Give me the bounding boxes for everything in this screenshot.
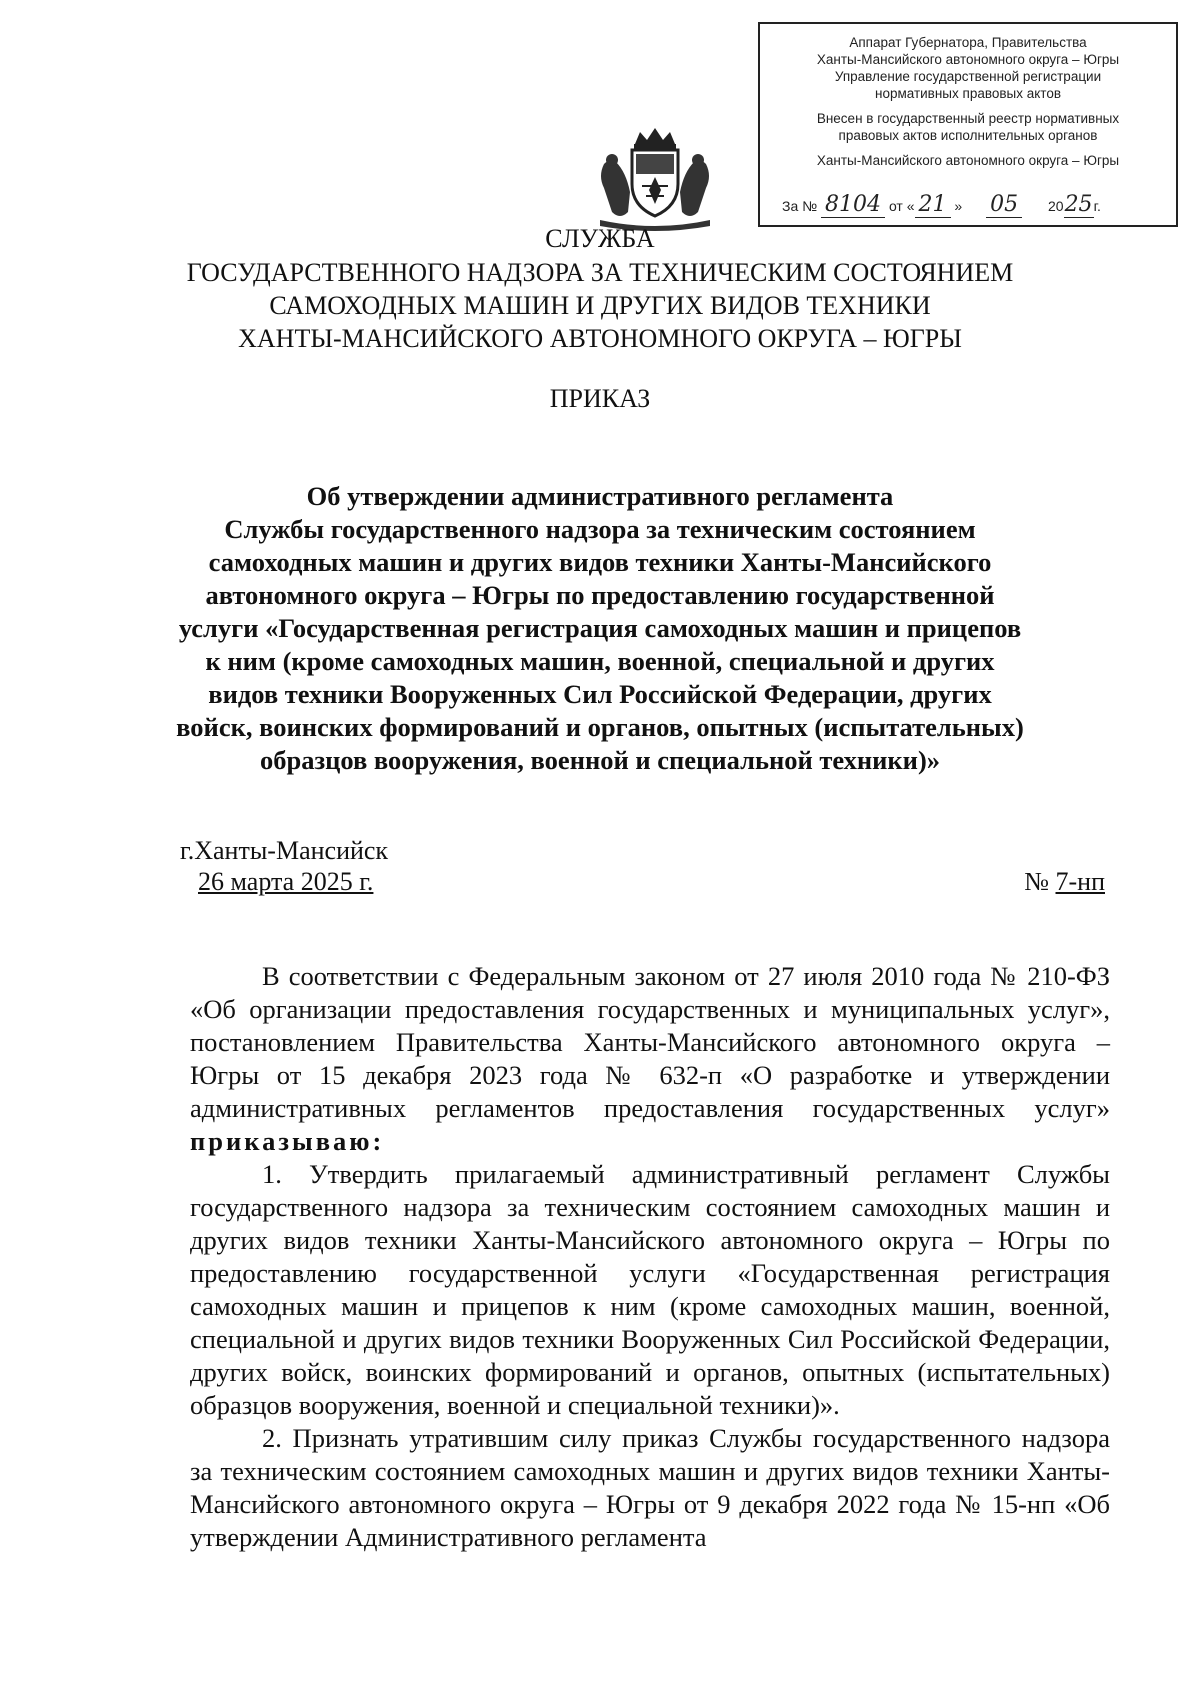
stamp-registration-number [782,192,1162,218]
stamp-line: Аппарат Губернатора, Правительства [849,35,1087,50]
number-label: № [1024,867,1049,896]
title-line: образцов вооружения, военной и специальной техники)» [259,745,941,775]
title-line: самоходных машин и других видов техники Ханты-Мансийского [208,547,992,577]
stamp-line: Ханты-Мансийского автономного округа – Югры [816,52,1120,67]
document-number [1024,867,1105,897]
title-line: войск, воинских формирований и органов, опытных (испытательных) [176,712,1024,742]
title-line: к ним (кроме самоходных машин, военной, специальной и других [205,646,995,676]
stamp-reg-number: 8104 [821,192,885,218]
stamp-line: правовых актов исполнительных органов [838,128,1098,143]
body-paragraph-intro [190,960,1110,1158]
body-paragraph-item2: 2. Признать утратившим силу приказ Службы государственного надзора за техническим состоянием самоходных машин и других видов техники Ханты-Мансийского автономного округа – Югры от 9 декабря 2022 года № 15-нп «Об утверждении Административного регламента [190,1423,1110,1552]
document-body [190,960,1110,1554]
org-name-line1: СЛУЖБА [545,224,655,253]
stamp-day: 21 [915,192,951,218]
stamp-year-end: г. [1093,198,1101,214]
stamp-line: нормативных правовых актов [874,86,1062,101]
document-title [0,480,1200,777]
org-name-line3: САМОХОДНЫХ МАШИН И ДРУГИХ ВИДОВ ТЕХНИКИ [269,291,931,320]
body-paragraph-item1: 1. Утвердить прилагаемый административный регламент Службы государственного надзора за техническим состоянием самоходных машин и других видов техники Ханты-Мансийского автономного округа – Югры по предоставлению государственной услуги «Государственная регистрация самоходных машин и прицепов к ним (кроме самоходных машин, военной, специальной и других видов техники Вооруженных Сил Российской Федерации, других войск, воинских формирований и органов, опытных (испытательных) образцов вооружения, военной и специальной техники)». [190,1159,1110,1420]
title-line: Службы государственного надзора за техническим состоянием [224,514,976,544]
title-line: автономного округа – Югры по предоставлению государственной [205,580,995,610]
title-line: услуги «Государственная регистрация самоходных машин и прицепов [178,613,1022,643]
stamp-num-label: За № [782,198,818,214]
org-name-line2: ГОСУДАРСТВЕННОГО НАДЗОРА ЗА ТЕХНИЧЕСКИМ СОСТОЯНИЕМ [186,258,1014,287]
org-name-line4: ХАНТЫ-МАНСИЙСКОГО АВТОНОМНОГО ОКРУГА – ЮГРЫ [238,324,962,353]
title-line: видов техники Вооруженных Сил Российской Федерации, других [208,679,992,709]
org-name [0,256,1200,355]
stamp-line: Ханты-Мансийского автономного округа – Югры [816,153,1120,168]
title-line: Об утверждении административного регламента [306,481,894,511]
stamp-from-label: от « [888,198,915,214]
stamp-line: Внесен в государственный реестр нормативных [816,111,1120,126]
stamp-quote: » [954,198,963,214]
document-city: г.Ханты-Мансийск [180,836,389,865]
intro-text: В соответствии с Федеральным законом от 27 июля 2010 года № 210-ФЗ «Об организации предоставления государственных и муниципальных услуг», постановлением Правительства Ханты-Мансийского автономного округа – Югры от 15 декабря 2023 года № 632-п «О разработке и утверждении административных регламентов предоставления государственных услуг» [190,961,1110,1123]
stamp-year-prefix: 20 [1047,198,1064,214]
coat-of-arms-icon [590,122,720,232]
document-type: ПРИКАЗ [549,384,651,413]
registration-stamp [758,22,1178,227]
order-word: приказываю: [190,1126,385,1156]
number-value: 7-нп [1055,867,1105,896]
stamp-year-suffix: 25 [1064,192,1093,217]
stamp-line: Управление государственной регистрации [834,69,1102,84]
document-date: 26 марта 2025 г. [198,867,374,896]
stamp-month: 05 [986,192,1022,218]
